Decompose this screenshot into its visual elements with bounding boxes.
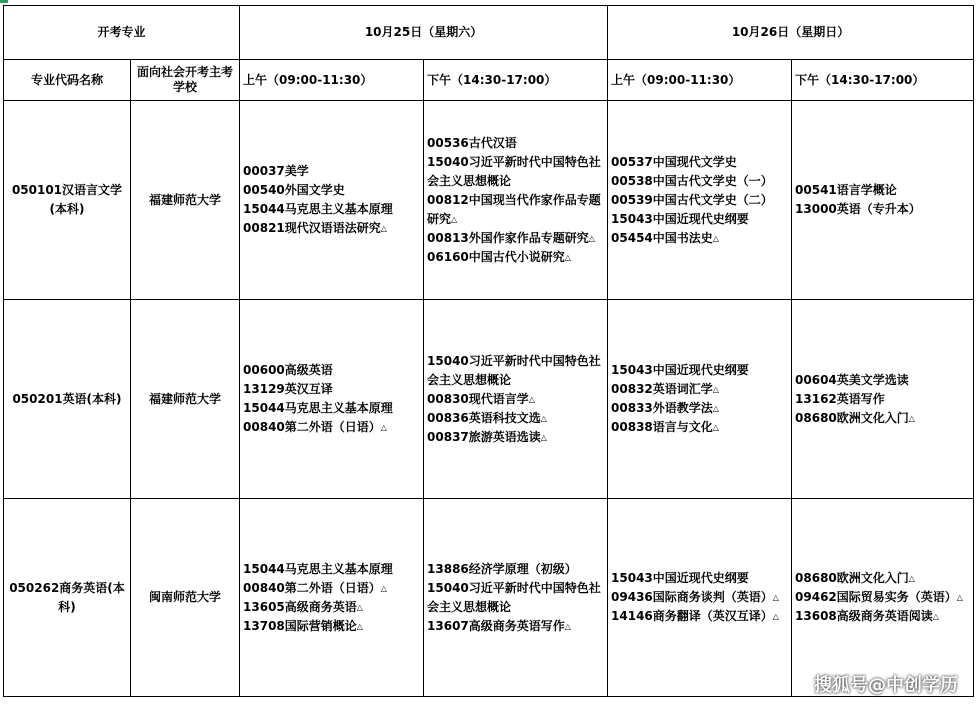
triangle-marker-icon: △	[540, 413, 547, 423]
triangle-marker-icon: △	[712, 404, 719, 413]
triangle-marker-icon: △	[564, 621, 571, 631]
triangle-marker-icon: △	[908, 574, 915, 583]
subject-text: 15044马克思主义基本原理	[243, 561, 393, 576]
subject-text: 13162英语写作	[795, 391, 885, 406]
triangle-marker-icon: △	[356, 602, 363, 612]
subject-text: 15043中国近现代史纲要	[611, 571, 749, 585]
subject-text: 00840第二外语（日语）	[243, 420, 381, 434]
exam-subject	[243, 399, 420, 418]
subject-text: 05454中国书法史	[611, 230, 713, 245]
subject-text: 13608高级商务英语阅读	[795, 609, 933, 623]
subject-text: 14146商务翻译（英汉互译）	[611, 609, 773, 623]
subject-cell	[240, 101, 424, 300]
exam-subject	[795, 390, 970, 409]
subject-text: 00833外语教学法	[611, 401, 713, 415]
subject-text: 09436国际商务谈判（英语）	[611, 590, 773, 604]
exam-subject	[611, 569, 788, 588]
exam-schedule-table	[3, 5, 974, 697]
subject-text: 15043中国近现代史纲要	[611, 211, 749, 226]
exam-subject	[427, 617, 604, 636]
exam-subject	[795, 200, 970, 219]
exam-subject	[611, 361, 788, 380]
subject-text: 00600高级英语	[243, 363, 333, 377]
subject-text: 09462国际贸易实务（英语）	[795, 590, 957, 604]
exam-subject	[611, 210, 788, 229]
triangle-marker-icon: △	[356, 621, 363, 631]
exam-subject	[243, 181, 420, 200]
subject-text: 00541语言学概论	[795, 183, 897, 197]
subject-text: 00840第二外语（日语）	[243, 580, 381, 595]
triangle-marker-icon: △	[712, 385, 719, 394]
subject-text: 13605高级商务英语	[243, 599, 357, 614]
subject-text: 00540外国文学史	[243, 183, 345, 197]
subject-text: 15040习近平新时代中国特色社会主义思想概论	[427, 154, 601, 188]
triangle-marker-icon: △	[451, 214, 458, 224]
subject-text: 15044马克思主义基本原理	[243, 401, 393, 415]
exam-subject	[427, 390, 604, 409]
exam-subject	[427, 153, 604, 191]
subject-text: 15040习近平新时代中国特色社会主义思想概论	[427, 353, 601, 387]
major-cell: 050262商务英语(本科)	[4, 499, 131, 697]
subject-cell	[240, 300, 424, 499]
major-header: 开考专业	[4, 6, 240, 60]
exam-subject	[611, 229, 788, 248]
table-row	[4, 499, 974, 697]
code-name-header: 专业代码名称	[4, 60, 131, 101]
watermark: 搜狐号@中创学历	[814, 675, 958, 696]
school-cell: 闽南师范大学	[131, 499, 240, 697]
exam-subject	[427, 352, 604, 390]
exam-subject	[427, 248, 604, 267]
subject-text: 13708国际营销概论	[243, 618, 357, 633]
exam-subject	[243, 162, 420, 181]
subject-text: 06160中国古代小说研究	[427, 249, 565, 264]
subject-text: 13607高级商务英语写作	[427, 618, 565, 633]
table-row	[4, 101, 974, 300]
subject-text: 00604英美文学选读	[795, 372, 909, 387]
exam-subject	[611, 172, 788, 191]
exam-subject	[427, 428, 604, 447]
triangle-marker-icon: △	[380, 583, 387, 593]
major-cell: 050201英语(本科)	[4, 300, 131, 499]
exam-subject	[243, 219, 420, 238]
subject-cell	[608, 499, 792, 697]
exam-subject	[243, 617, 420, 636]
exam-subject	[795, 371, 970, 390]
subject-text: 00821现代汉语语法研究	[243, 221, 381, 235]
triangle-marker-icon: △	[588, 233, 595, 243]
subject-text: 00539中国古代文学史（二）	[611, 192, 773, 207]
triangle-marker-icon: △	[908, 413, 915, 423]
exam-subject	[243, 598, 420, 617]
subject-text: 00536古代汉语	[427, 135, 517, 150]
exam-subject	[243, 418, 420, 437]
subject-text: 00812中国现当代作家作品专题研究	[427, 192, 601, 226]
exam-subject	[243, 200, 420, 219]
table-row	[4, 300, 974, 499]
triangle-marker-icon: △	[712, 423, 719, 432]
subject-text: 00832英语词汇学	[611, 382, 713, 396]
triangle-marker-icon: △	[932, 612, 939, 621]
subject-text: 00838语言与文化	[611, 420, 713, 434]
exam-subject	[795, 588, 970, 607]
triangle-marker-icon: △	[380, 423, 387, 432]
school-header: 面向社会开考主考学校	[131, 60, 240, 101]
subject-cell	[608, 300, 792, 499]
triangle-marker-icon: △	[380, 224, 387, 233]
corner-mark	[0, 0, 8, 3]
day2-header: 10月26日（星期日）	[608, 6, 974, 60]
subject-text: 08680欧洲文化入门	[795, 410, 909, 425]
subject-cell	[608, 101, 792, 300]
exam-subject	[243, 560, 420, 579]
day1-header: 10月25日（星期六）	[240, 6, 608, 60]
subject-text: 08680欧洲文化入门	[795, 571, 909, 585]
triangle-marker-icon: △	[772, 593, 779, 602]
day1-am-header: 上午（09:00-11:30）	[240, 60, 424, 101]
exam-subject	[427, 229, 604, 248]
exam-subject	[427, 191, 604, 229]
triangle-marker-icon: △	[712, 233, 719, 243]
day1-pm-header: 下午（14:30-17:00）	[424, 60, 608, 101]
exam-subject	[427, 560, 604, 579]
subject-cell	[792, 499, 974, 697]
triangle-marker-icon: △	[540, 432, 547, 442]
exam-subject	[427, 134, 604, 153]
exam-subject	[427, 579, 604, 617]
subject-cell	[424, 300, 608, 499]
exam-subject	[243, 380, 420, 399]
triangle-marker-icon: △	[564, 252, 571, 262]
subject-text: 13000英语（专升本）	[795, 202, 921, 216]
triangle-marker-icon: △	[956, 593, 963, 602]
exam-subject	[611, 153, 788, 172]
subject-text: 13129英汉互译	[243, 382, 333, 396]
subject-text: 00813外国作家作品专题研究	[427, 230, 589, 245]
exam-subject	[427, 409, 604, 428]
triangle-marker-icon: △	[772, 612, 779, 621]
subject-text: 15040习近平新时代中国特色社会主义思想概论	[427, 580, 601, 614]
major-cell: 050101汉语言文学(本科)	[4, 101, 131, 300]
exam-subject	[611, 380, 788, 399]
subject-text: 15043中国近现代史纲要	[611, 363, 749, 377]
triangle-marker-icon: △	[528, 394, 535, 404]
subject-text: 00537中国现代文学史	[611, 154, 737, 169]
header-row-sessions	[4, 60, 974, 101]
exam-subject	[611, 191, 788, 210]
subject-cell	[424, 499, 608, 697]
subject-cell	[792, 101, 974, 300]
exam-subject	[611, 588, 788, 607]
header-row-days	[4, 6, 974, 60]
subject-text: 00037美学	[243, 164, 309, 178]
exam-subject	[243, 579, 420, 598]
exam-subject	[243, 361, 420, 380]
subject-cell	[792, 300, 974, 499]
subject-text: 00837旅游英语选读	[427, 429, 541, 444]
day2-am-header: 上午（09:00-11:30）	[608, 60, 792, 101]
day2-pm-header: 下午（14:30-17:00）	[792, 60, 974, 101]
subject-text: 00538中国古代文学史（一）	[611, 173, 773, 188]
subject-cell	[424, 101, 608, 300]
exam-subject	[611, 399, 788, 418]
subject-text: 15044马克思主义基本原理	[243, 202, 393, 216]
exam-subject	[611, 607, 788, 626]
exam-subject	[795, 607, 970, 626]
subject-text: 13886经济学原理（初级）	[427, 561, 577, 576]
subject-text: 00836英语科技文选	[427, 410, 541, 425]
exam-subject	[795, 409, 970, 428]
school-cell: 福建师范大学	[131, 101, 240, 300]
subject-text: 00830现代语言学	[427, 391, 529, 406]
exam-subject	[611, 418, 788, 437]
exam-subject	[795, 569, 970, 588]
subject-cell	[240, 499, 424, 697]
school-cell: 福建师范大学	[131, 300, 240, 499]
exam-subject	[795, 181, 970, 200]
